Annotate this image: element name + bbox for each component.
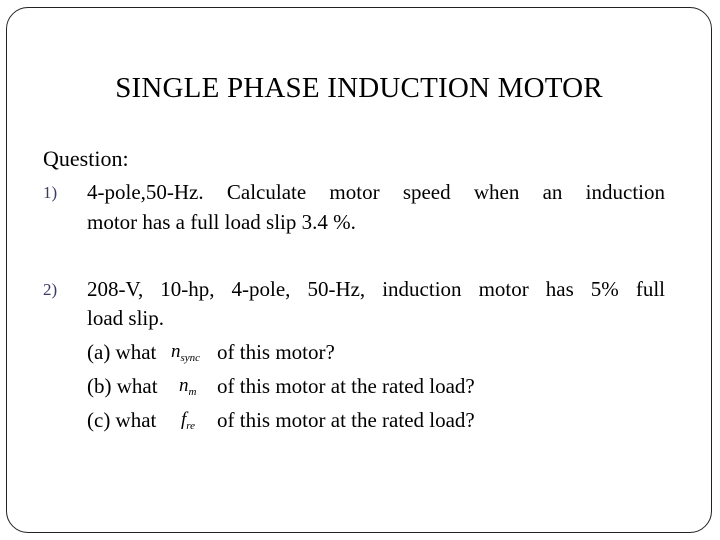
item-2-number: 2)	[43, 280, 58, 299]
item-1-number: 1)	[43, 183, 58, 202]
n-sync-symbol-sub: sync	[180, 352, 201, 364]
n-sync-symbol-main: n	[171, 341, 181, 362]
n-sync-symbol	[171, 341, 200, 364]
subquestion-a-suffix: of this motor?	[217, 340, 335, 364]
f-re-symbol	[181, 409, 195, 432]
slide-title: SINGLE PHASE INDUCTION MOTOR	[115, 72, 603, 104]
f-re-symbol-sub: re	[186, 420, 196, 432]
item-1-line-1: 4-pole,50-Hz. Calculate motor speed when an induction	[87, 180, 665, 204]
subquestion-c-prefix: (c) what	[87, 408, 157, 432]
question-label: Question:	[43, 146, 129, 171]
item-2-line-1: 208-V, 10-hp, 4-pole, 50-Hz, induction motor has 5% full	[87, 277, 665, 301]
f-re-symbol-main: f	[181, 409, 187, 430]
n-m-symbol-sub: m	[188, 386, 197, 398]
subquestion-b-prefix: (b) what	[87, 374, 158, 398]
item-2-line-2: load slip.	[87, 306, 164, 330]
slide	[6, 7, 712, 533]
subquestion-a-prefix: (a) what	[87, 340, 157, 364]
subquestion-c-suffix: of this motor at the rated load?	[217, 408, 475, 432]
n-m-symbol-main: n	[179, 375, 189, 396]
item-1-line-2: motor has a full load slip 3.4 %.	[87, 210, 356, 234]
n-m-symbol	[179, 375, 196, 398]
subquestion-b-suffix: of this motor at the rated load?	[217, 374, 475, 398]
